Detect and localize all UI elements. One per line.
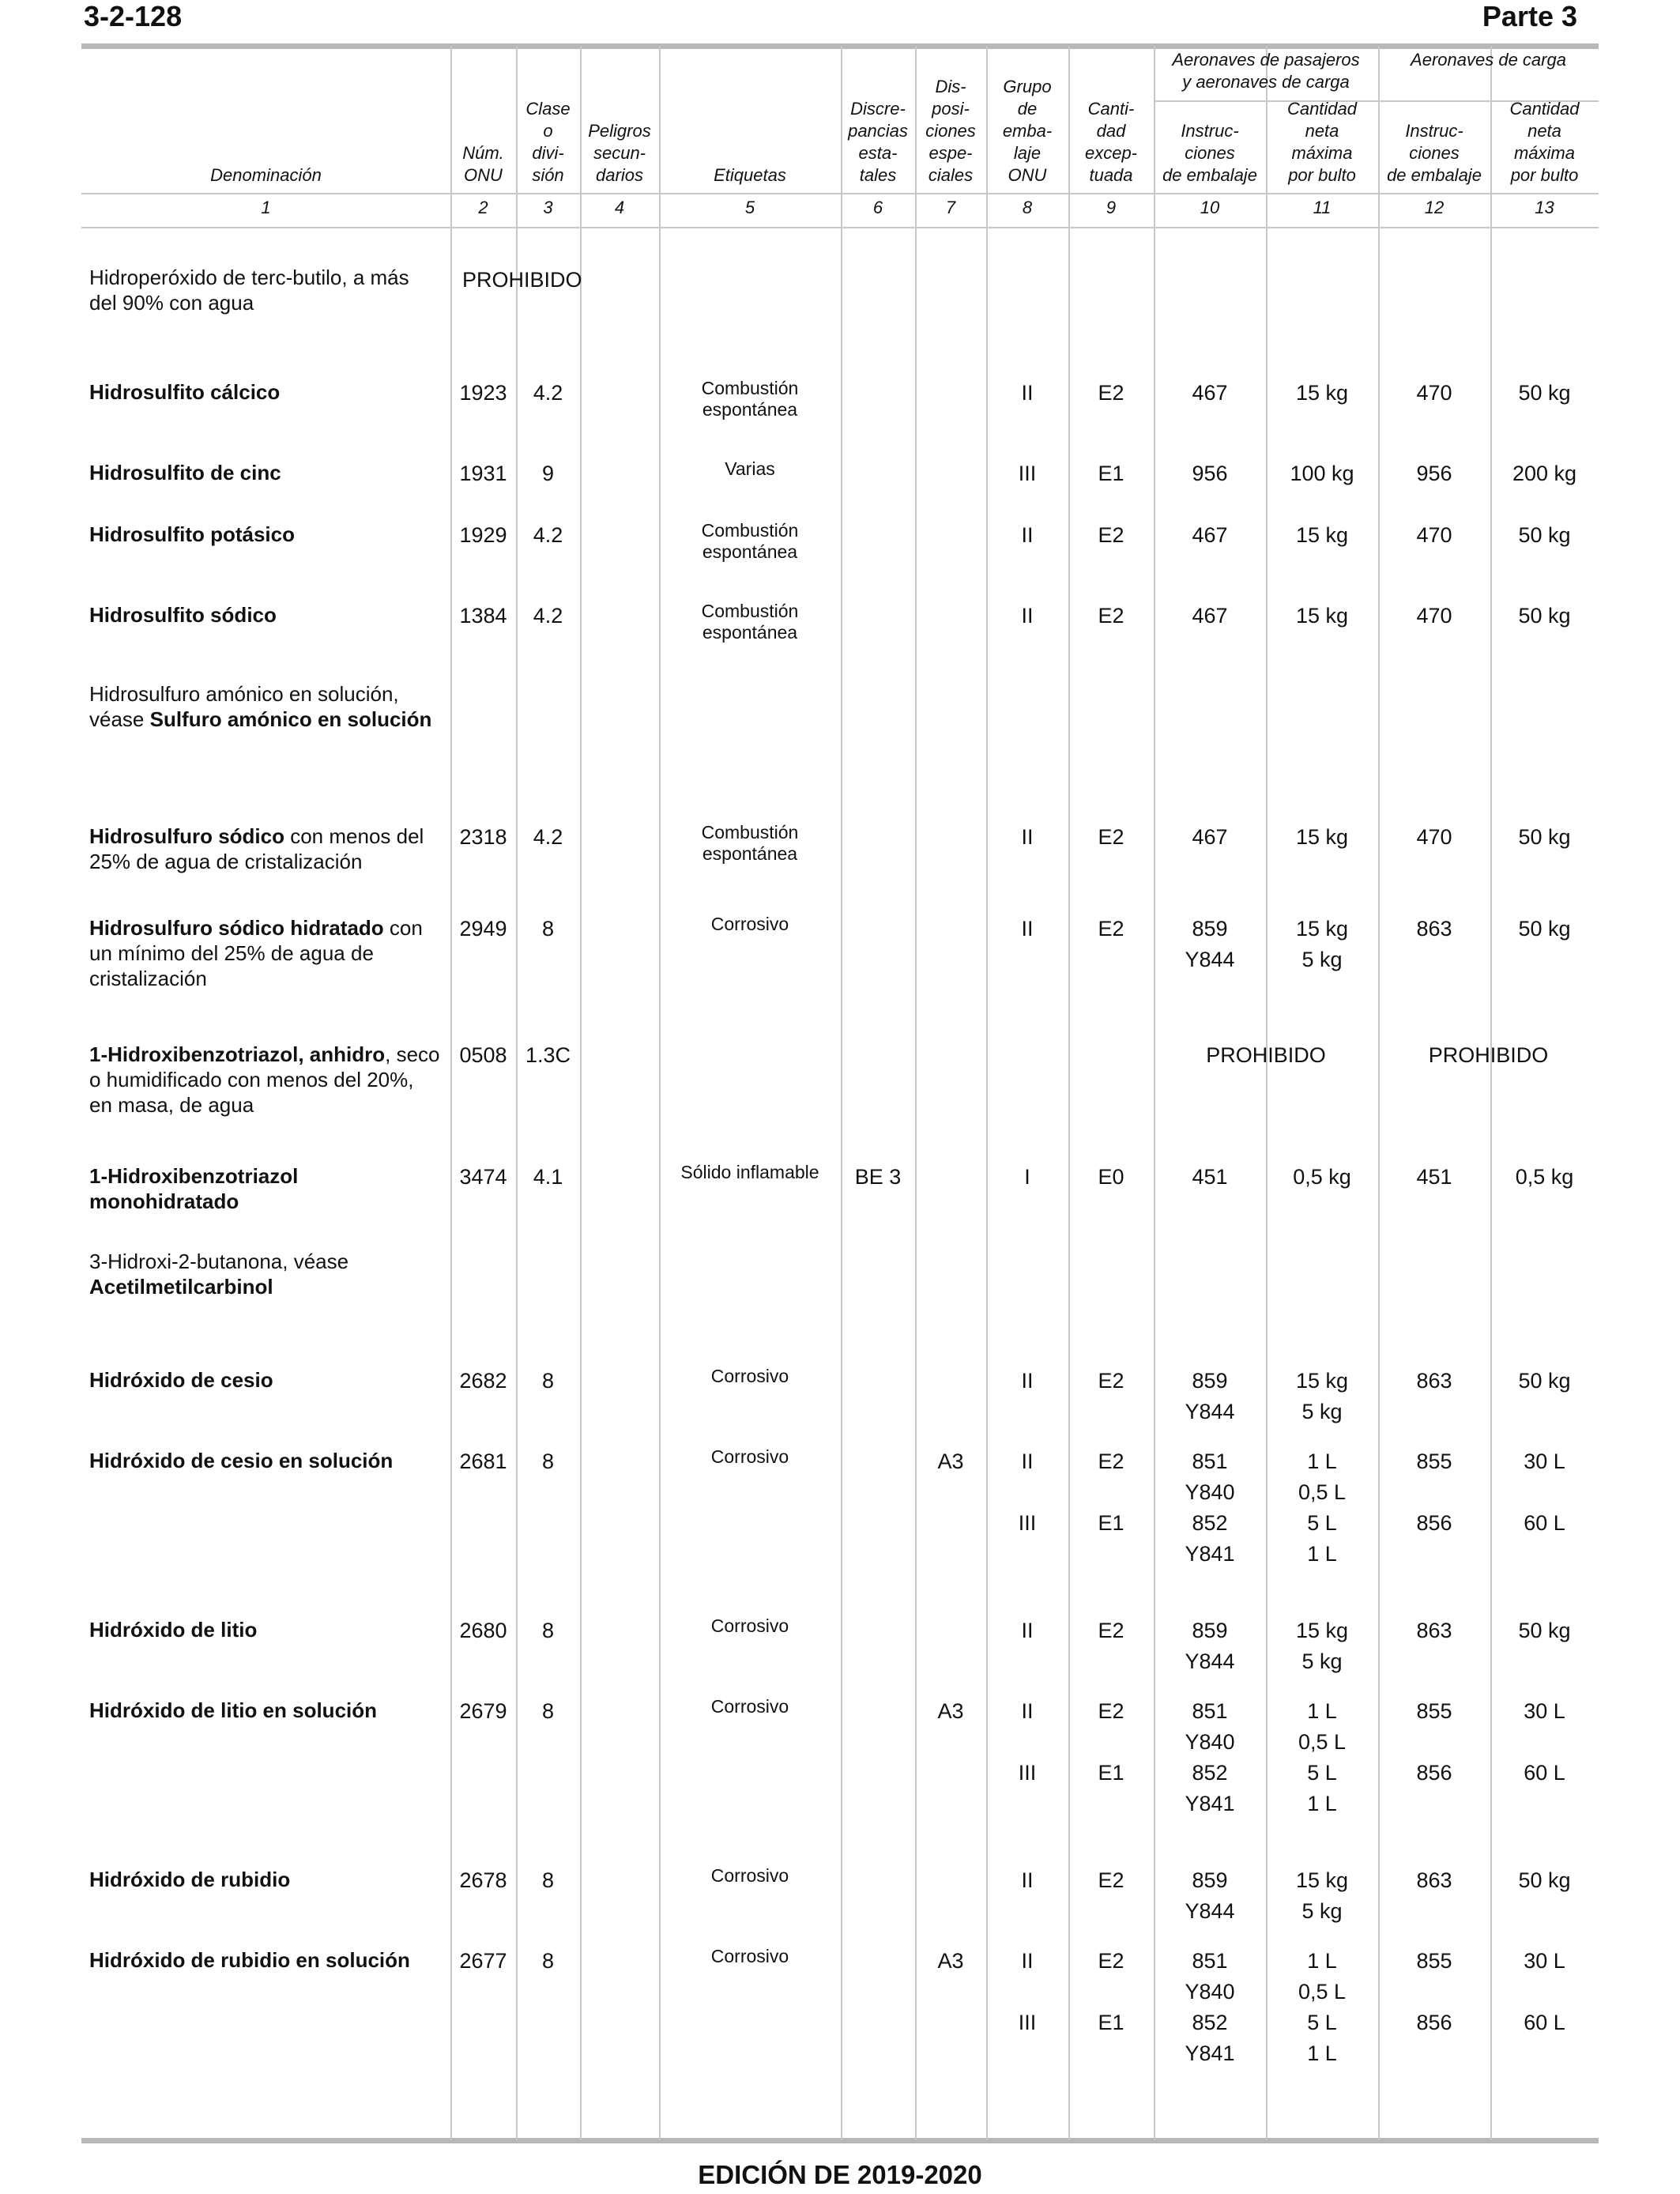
passenger-packing-instruction: 859 Y844 — [1185, 1868, 1235, 1923]
substance-name: 3-Hidroxi-2-butanona, véase Acetilmetilcarbinol — [89, 1250, 349, 1299]
column-divider — [841, 46, 842, 2140]
column-divider — [450, 46, 452, 2140]
column-number: 11 — [1313, 198, 1332, 217]
passenger-prohibited: PROHIBIDO — [1206, 1043, 1326, 1067]
hazard-label: Combustión espontánea — [701, 822, 799, 864]
group-header-cargo: Aeronaves de carga — [1411, 50, 1566, 70]
special-provision: A3 — [937, 1449, 964, 1473]
column-divider — [1068, 46, 1070, 2140]
column-number: 13 — [1535, 198, 1554, 217]
cargo-packing-instruction: 451 — [1416, 1165, 1452, 1189]
un-number: 2949 — [459, 917, 507, 941]
cargo-packing-instruction: 470 — [1416, 523, 1452, 547]
excepted-quantity: E2 E1 — [1098, 1449, 1124, 1535]
cargo-max-quantity: 200 kg — [1512, 462, 1577, 485]
column-number: 4 — [614, 198, 625, 217]
column-divider — [915, 46, 917, 2140]
class-division: 9 — [541, 462, 555, 485]
substance-name: Hidroperóxido de terc-butilo, a más del 90% con agua — [89, 266, 409, 315]
un-number: 1929 — [459, 523, 507, 547]
passenger-packing-instruction: 467 — [1192, 825, 1228, 849]
group-header-passenger: Aeronaves de pasajeros y aeronaves de carga — [1172, 50, 1360, 92]
hazard-label: Corrosivo — [710, 1946, 789, 1966]
column-header: Núm. ONU — [462, 143, 504, 185]
cargo-packing-instruction: 470 — [1416, 381, 1452, 405]
column-header: Denominación — [210, 165, 322, 185]
prohibited-note: PROHIBIDO — [462, 268, 582, 292]
special-provision: A3 — [937, 1699, 964, 1723]
hazard-label: Corrosivo — [710, 1696, 789, 1717]
excepted-quantity: E0 — [1098, 1165, 1124, 1189]
number-row-divider — [81, 227, 1599, 228]
edition-footer: EDICIÓN DE 2019-2020 — [698, 2160, 982, 2189]
passenger-max-quantity: 100 kg — [1290, 462, 1354, 485]
un-number: 2680 — [459, 1619, 507, 1642]
excepted-quantity: E2 E1 — [1098, 1949, 1124, 2034]
hazard-label: Varias — [725, 458, 775, 479]
excepted-quantity: E2 — [1098, 825, 1124, 849]
passenger-packing-instruction: 467 — [1192, 523, 1228, 547]
substance-name: Hidrosulfuro sódico con menos del 25% de agua de cristalización — [89, 824, 424, 873]
passenger-max-quantity: 15 kg 5 kg — [1295, 1619, 1349, 1673]
un-number: 1923 — [459, 381, 507, 405]
un-number: 2681 — [459, 1449, 507, 1473]
passenger-packing-instruction: 851 Y840 852 Y841 — [1185, 1449, 1235, 1566]
column-header: Clase o divi- sión — [525, 99, 571, 185]
excepted-quantity: E2 — [1098, 917, 1124, 941]
passenger-max-quantity: 15 kg 5 kg — [1295, 917, 1349, 971]
top-rule — [81, 43, 1599, 49]
column-header: Dis- posi- ciones espe- ciales — [925, 77, 976, 185]
cargo-max-quantity: 50 kg — [1518, 1619, 1571, 1642]
header-divider — [81, 193, 1599, 194]
un-number: 0508 — [459, 1043, 507, 1067]
cargo-packing-instruction: 863 — [1416, 1619, 1452, 1642]
column-divider — [1266, 46, 1268, 2140]
class-division: 4.1 — [533, 1165, 563, 1189]
part-label: Parte 3 — [1482, 0, 1577, 32]
column-number: 6 — [872, 198, 883, 217]
column-number: 5 — [744, 198, 755, 217]
passenger-packing-instruction: 451 — [1192, 1165, 1228, 1189]
passenger-packing-instruction: 851 Y840 852 Y841 — [1185, 1949, 1235, 2065]
passenger-packing-instruction: 859 Y844 — [1185, 917, 1235, 971]
column-divider — [580, 46, 582, 2140]
passenger-packing-instruction: 467 — [1192, 381, 1228, 405]
column-header: Cantidad neta máxima por bulto — [1509, 99, 1580, 185]
cargo-max-quantity: 50 kg — [1518, 381, 1571, 405]
cargo-max-quantity: 30 L 60 L — [1524, 1699, 1565, 1785]
passenger-packing-instruction: 956 — [1192, 462, 1228, 485]
cargo-max-quantity: 50 kg — [1518, 917, 1571, 941]
packing-group: II — [1021, 1619, 1034, 1642]
column-number: 3 — [543, 198, 553, 217]
cargo-max-quantity: 0,5 kg — [1515, 1165, 1574, 1189]
passenger-packing-instruction: 467 — [1192, 604, 1228, 628]
excepted-quantity: E2 — [1098, 523, 1124, 547]
hazard-label: Combustión espontánea — [701, 601, 799, 643]
column-number: 8 — [1022, 198, 1033, 217]
packing-group: II — [1021, 1369, 1034, 1393]
packing-group: III — [1018, 462, 1037, 485]
state-variation: BE 3 — [854, 1165, 902, 1189]
packing-group: I — [1024, 1165, 1030, 1189]
passenger-max-quantity: 15 kg 5 kg — [1295, 1369, 1349, 1423]
cargo-packing-instruction: 855 856 — [1416, 1449, 1452, 1535]
column-header: Canti- dad excep- tuada — [1084, 99, 1138, 185]
un-number: 3474 — [459, 1165, 507, 1189]
hazard-label: Combustión espontánea — [701, 378, 799, 420]
passenger-packing-instruction: 859 Y844 — [1185, 1619, 1235, 1673]
hazard-label: Corrosivo — [710, 914, 789, 934]
hazard-label: Corrosivo — [710, 1366, 789, 1386]
column-number: 9 — [1106, 198, 1117, 217]
substance-name: Hidrosulfito potásico — [89, 522, 295, 546]
substance-name: Hidrosulfito sódico — [89, 603, 277, 627]
substance-name: Hidróxido de rubidio en solución — [89, 1948, 410, 1972]
cargo-packing-instruction: 863 — [1416, 917, 1452, 941]
column-divider — [516, 46, 518, 2140]
passenger-max-quantity: 15 kg — [1295, 523, 1349, 547]
class-division: 4.2 — [533, 381, 563, 405]
un-number: 2682 — [459, 1369, 507, 1393]
substance-name: Hidrosulfito de cinc — [89, 461, 281, 484]
column-header: Peligros secun- darios — [588, 121, 651, 185]
column-number: 7 — [945, 198, 956, 217]
column-header: Discre- pancias esta- tales — [848, 99, 908, 185]
packing-group: II — [1021, 825, 1034, 849]
substance-name: 1-Hidroxibenzotriazol monohidratado — [89, 1164, 299, 1213]
substance-name: Hidróxido de cesio — [89, 1368, 273, 1392]
cargo-packing-instruction: 863 — [1416, 1369, 1452, 1393]
class-division: 8 — [541, 1369, 555, 1393]
hazard-label: Sólido inflamable — [680, 1162, 819, 1182]
excepted-quantity: E2 — [1098, 1868, 1124, 1892]
column-number: 2 — [478, 198, 488, 217]
column-divider — [1378, 46, 1380, 2140]
class-division: 8 — [541, 917, 555, 941]
substance-name: Hidrosulfuro amónico en solución, véase Sulfuro amónico en solución — [89, 682, 432, 731]
column-header: Etiquetas — [714, 165, 786, 185]
column-number: 10 — [1200, 198, 1220, 217]
passenger-packing-instruction: 859 Y844 — [1185, 1369, 1235, 1423]
passenger-max-quantity: 1 L 0,5 L 5 L 1 L — [1298, 1449, 1347, 1566]
column-number: 1 — [261, 198, 271, 217]
cargo-max-quantity: 50 kg — [1518, 1868, 1571, 1892]
passenger-max-quantity: 1 L 0,5 L 5 L 1 L — [1298, 1949, 1347, 2065]
class-division: 4.2 — [533, 523, 563, 547]
passenger-max-quantity: 15 kg — [1295, 604, 1349, 628]
class-division: 4.2 — [533, 825, 563, 849]
class-division: 4.2 — [533, 604, 563, 628]
page-number: 3-2-128 — [84, 0, 183, 32]
class-division: 8 — [541, 1619, 555, 1642]
substance-name: Hidróxido de litio — [89, 1618, 258, 1642]
packing-group: II — [1021, 604, 1034, 628]
passenger-max-quantity: 15 kg — [1295, 381, 1349, 405]
column-divider — [659, 46, 661, 2140]
packing-group: II — [1021, 917, 1034, 941]
hazard-label: Corrosivo — [710, 1865, 789, 1886]
cargo-packing-instruction: 470 — [1416, 825, 1452, 849]
passenger-packing-instruction: 851 Y840 852 Y841 — [1185, 1699, 1235, 1815]
packing-group: II III — [1018, 1949, 1037, 2034]
cargo-packing-instruction: 855 856 — [1416, 1949, 1452, 2034]
substance-name: Hidróxido de litio en solución — [89, 1698, 378, 1722]
excepted-quantity: E2 — [1098, 604, 1124, 628]
packing-group: II — [1021, 381, 1034, 405]
excepted-quantity: E1 — [1098, 462, 1124, 485]
cargo-max-quantity: 30 L 60 L — [1524, 1449, 1565, 1535]
class-division: 8 — [541, 1949, 555, 1973]
cargo-packing-instruction: 470 — [1416, 604, 1452, 628]
cargo-packing-instruction: 956 — [1416, 462, 1452, 485]
un-number: 1384 — [459, 604, 507, 628]
column-divider — [1490, 46, 1492, 2140]
column-header: Cantidad neta máxima por bulto — [1286, 99, 1358, 185]
column-header: Instruc- ciones de embalaje — [1162, 121, 1257, 185]
cargo-packing-instruction: 863 — [1416, 1868, 1452, 1892]
cargo-max-quantity: 50 kg — [1518, 604, 1571, 628]
column-header: Grupo de emba- laje ONU — [1002, 77, 1053, 185]
substance-name: Hidróxido de cesio en solución — [89, 1449, 394, 1472]
cargo-max-quantity: 50 kg — [1518, 1369, 1571, 1393]
column-header: Instruc- ciones de embalaje — [1387, 121, 1482, 185]
excepted-quantity: E2 E1 — [1098, 1699, 1124, 1785]
excepted-quantity: E2 — [1098, 381, 1124, 405]
packing-group: II — [1021, 1868, 1034, 1892]
un-number: 2318 — [459, 825, 507, 849]
packing-group: II III — [1018, 1699, 1037, 1785]
passenger-max-quantity: 0,5 kg — [1293, 1165, 1351, 1189]
cargo-max-quantity: 50 kg — [1518, 825, 1571, 849]
passenger-max-quantity: 1 L 0,5 L 5 L 1 L — [1298, 1699, 1347, 1815]
un-number: 2677 — [459, 1949, 507, 1973]
special-provision: A3 — [937, 1949, 964, 1973]
cargo-prohibited: PROHIBIDO — [1428, 1043, 1549, 1067]
class-division: 8 — [541, 1449, 555, 1473]
un-number: 1931 — [459, 462, 507, 485]
class-division: 8 — [541, 1868, 555, 1892]
packing-group: II — [1021, 523, 1034, 547]
column-divider — [1154, 46, 1155, 2140]
column-number: 12 — [1424, 198, 1445, 217]
passenger-max-quantity: 15 kg — [1295, 825, 1349, 849]
cargo-packing-instruction: 855 856 — [1416, 1699, 1452, 1785]
substance-name: Hidróxido de rubidio — [89, 1868, 291, 1891]
cargo-max-quantity: 50 kg — [1518, 523, 1571, 547]
passenger-max-quantity: 15 kg 5 kg — [1295, 1868, 1349, 1923]
bottom-rule — [81, 2138, 1599, 2143]
un-number: 2679 — [459, 1699, 507, 1723]
packing-group: II III — [1018, 1449, 1037, 1535]
excepted-quantity: E2 — [1098, 1369, 1124, 1393]
substance-name: Hidrosulfito cálcico — [89, 380, 281, 404]
substance-name: Hidrosulfuro sódico hidratado con un mínimo del 25% de agua de cristalización — [89, 916, 423, 990]
column-divider — [986, 46, 988, 2140]
substance-name: 1-Hidroxibenzotriazol, anhidro, seco o humidificado con menos del 20%, en masa, de agua — [89, 1042, 440, 1117]
hazard-label: Combustión espontánea — [701, 520, 799, 562]
cargo-max-quantity: 30 L 60 L — [1524, 1949, 1565, 2034]
hazard-label: Corrosivo — [710, 1446, 789, 1467]
class-division: 8 — [541, 1699, 555, 1723]
class-division: 1.3C — [525, 1043, 571, 1067]
un-number: 2678 — [459, 1868, 507, 1892]
hazard-label: Corrosivo — [710, 1615, 789, 1636]
excepted-quantity: E2 — [1098, 1619, 1124, 1642]
